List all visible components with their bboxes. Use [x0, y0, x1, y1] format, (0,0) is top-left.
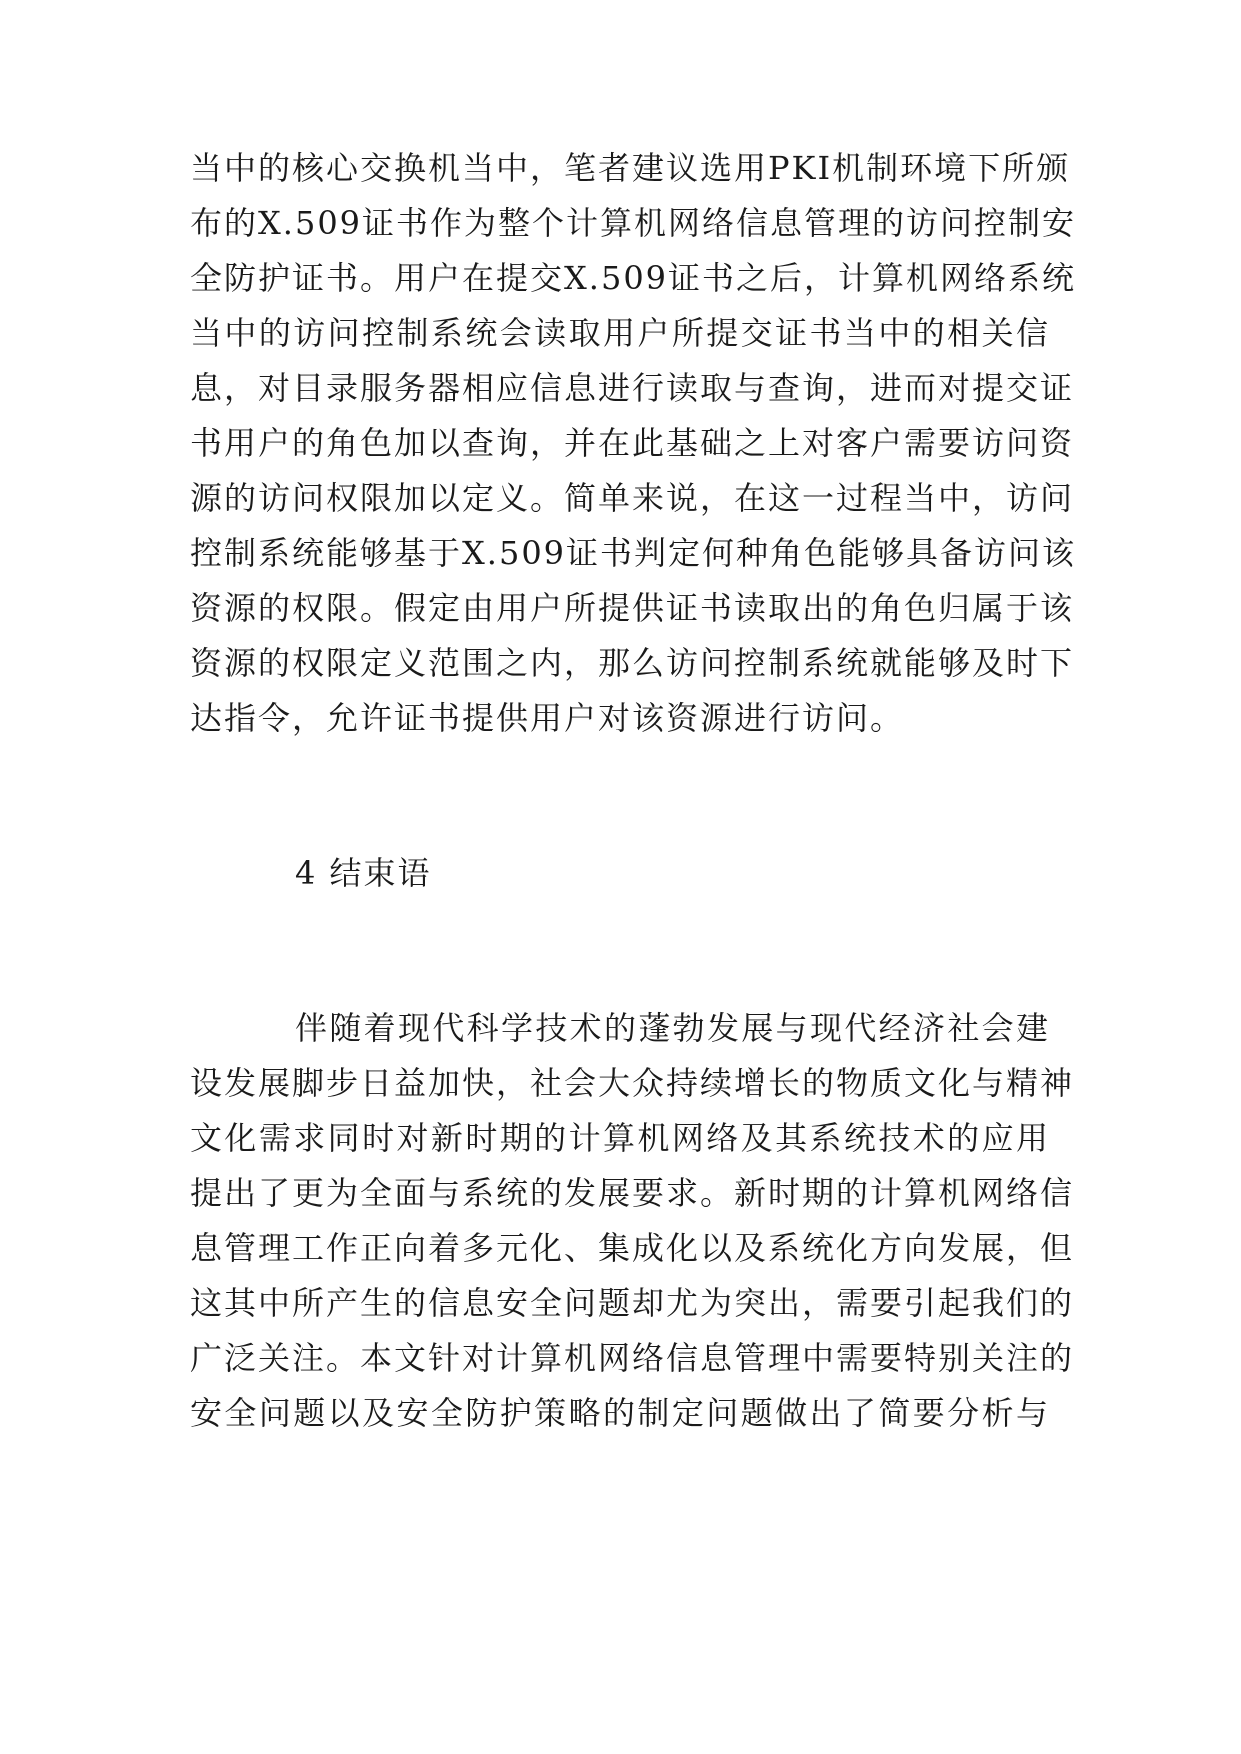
paragraph-line: 当中的核心交换机当中，笔者建议选用PKI机制环境下所颁	[190, 149, 1071, 187]
paragraph-line: 布的X.509证书作为整个计算机网络信息管理的访问控制安	[190, 204, 1077, 242]
paragraph-line: 当中的访问控制系统会读取用户所提交证书当中的相关信	[190, 314, 1050, 352]
paragraph-line: 源的访问权限加以定义。简单来说，在这一过程当中，访问	[190, 479, 1075, 517]
paragraph-line: 文化需求同时对新时期的计算机网络及其系统技术的应用	[190, 1119, 1050, 1157]
paragraph-line: 设发展脚步日益加快，社会大众持续增长的物质文化与精神	[190, 1064, 1075, 1102]
paragraph-line: 达指令，允许证书提供用户对该资源进行访问。	[190, 699, 905, 737]
section-heading: 4 结束语	[295, 854, 432, 892]
paragraph-line: 这其中所产生的信息安全问题却尤为突出，需要引起我们的	[190, 1284, 1075, 1322]
paragraph-line: 广泛关注。本文针对计算机网络信息管理中需要特别关注的	[190, 1339, 1075, 1377]
paragraph-line: 提出了更为全面与系统的发展要求。新时期的计算机网络信	[190, 1174, 1075, 1212]
paragraph-line: 书用户的角色加以查询，并在此基础之上对客户需要访问资	[190, 424, 1075, 462]
paragraph-line: 资源的权限定义范围之内，那么访问控制系统就能够及时下	[190, 644, 1075, 682]
paragraph-line: 息管理工作正向着多元化、集成化以及系统化方向发展，但	[190, 1229, 1075, 1267]
paragraph-line: 控制系统能够基于X.509证书判定何种角色能够具备访问该	[190, 534, 1077, 572]
paragraph-line: 息，对目录服务器相应信息进行读取与查询，进而对提交证	[190, 369, 1075, 407]
paragraph-line: 全防护证书。用户在提交X.509证书之后，计算机网络系统	[190, 259, 1077, 297]
paragraph-line: 安全问题以及安全防护策略的制定问题做出了简要分析与	[190, 1394, 1050, 1432]
paragraph-line: 资源的权限。假定由用户所提供证书读取出的角色归属于该	[190, 589, 1075, 627]
paragraph-line: 伴随着现代科学技术的蓬勃发展与现代经济社会建	[295, 1009, 1050, 1047]
